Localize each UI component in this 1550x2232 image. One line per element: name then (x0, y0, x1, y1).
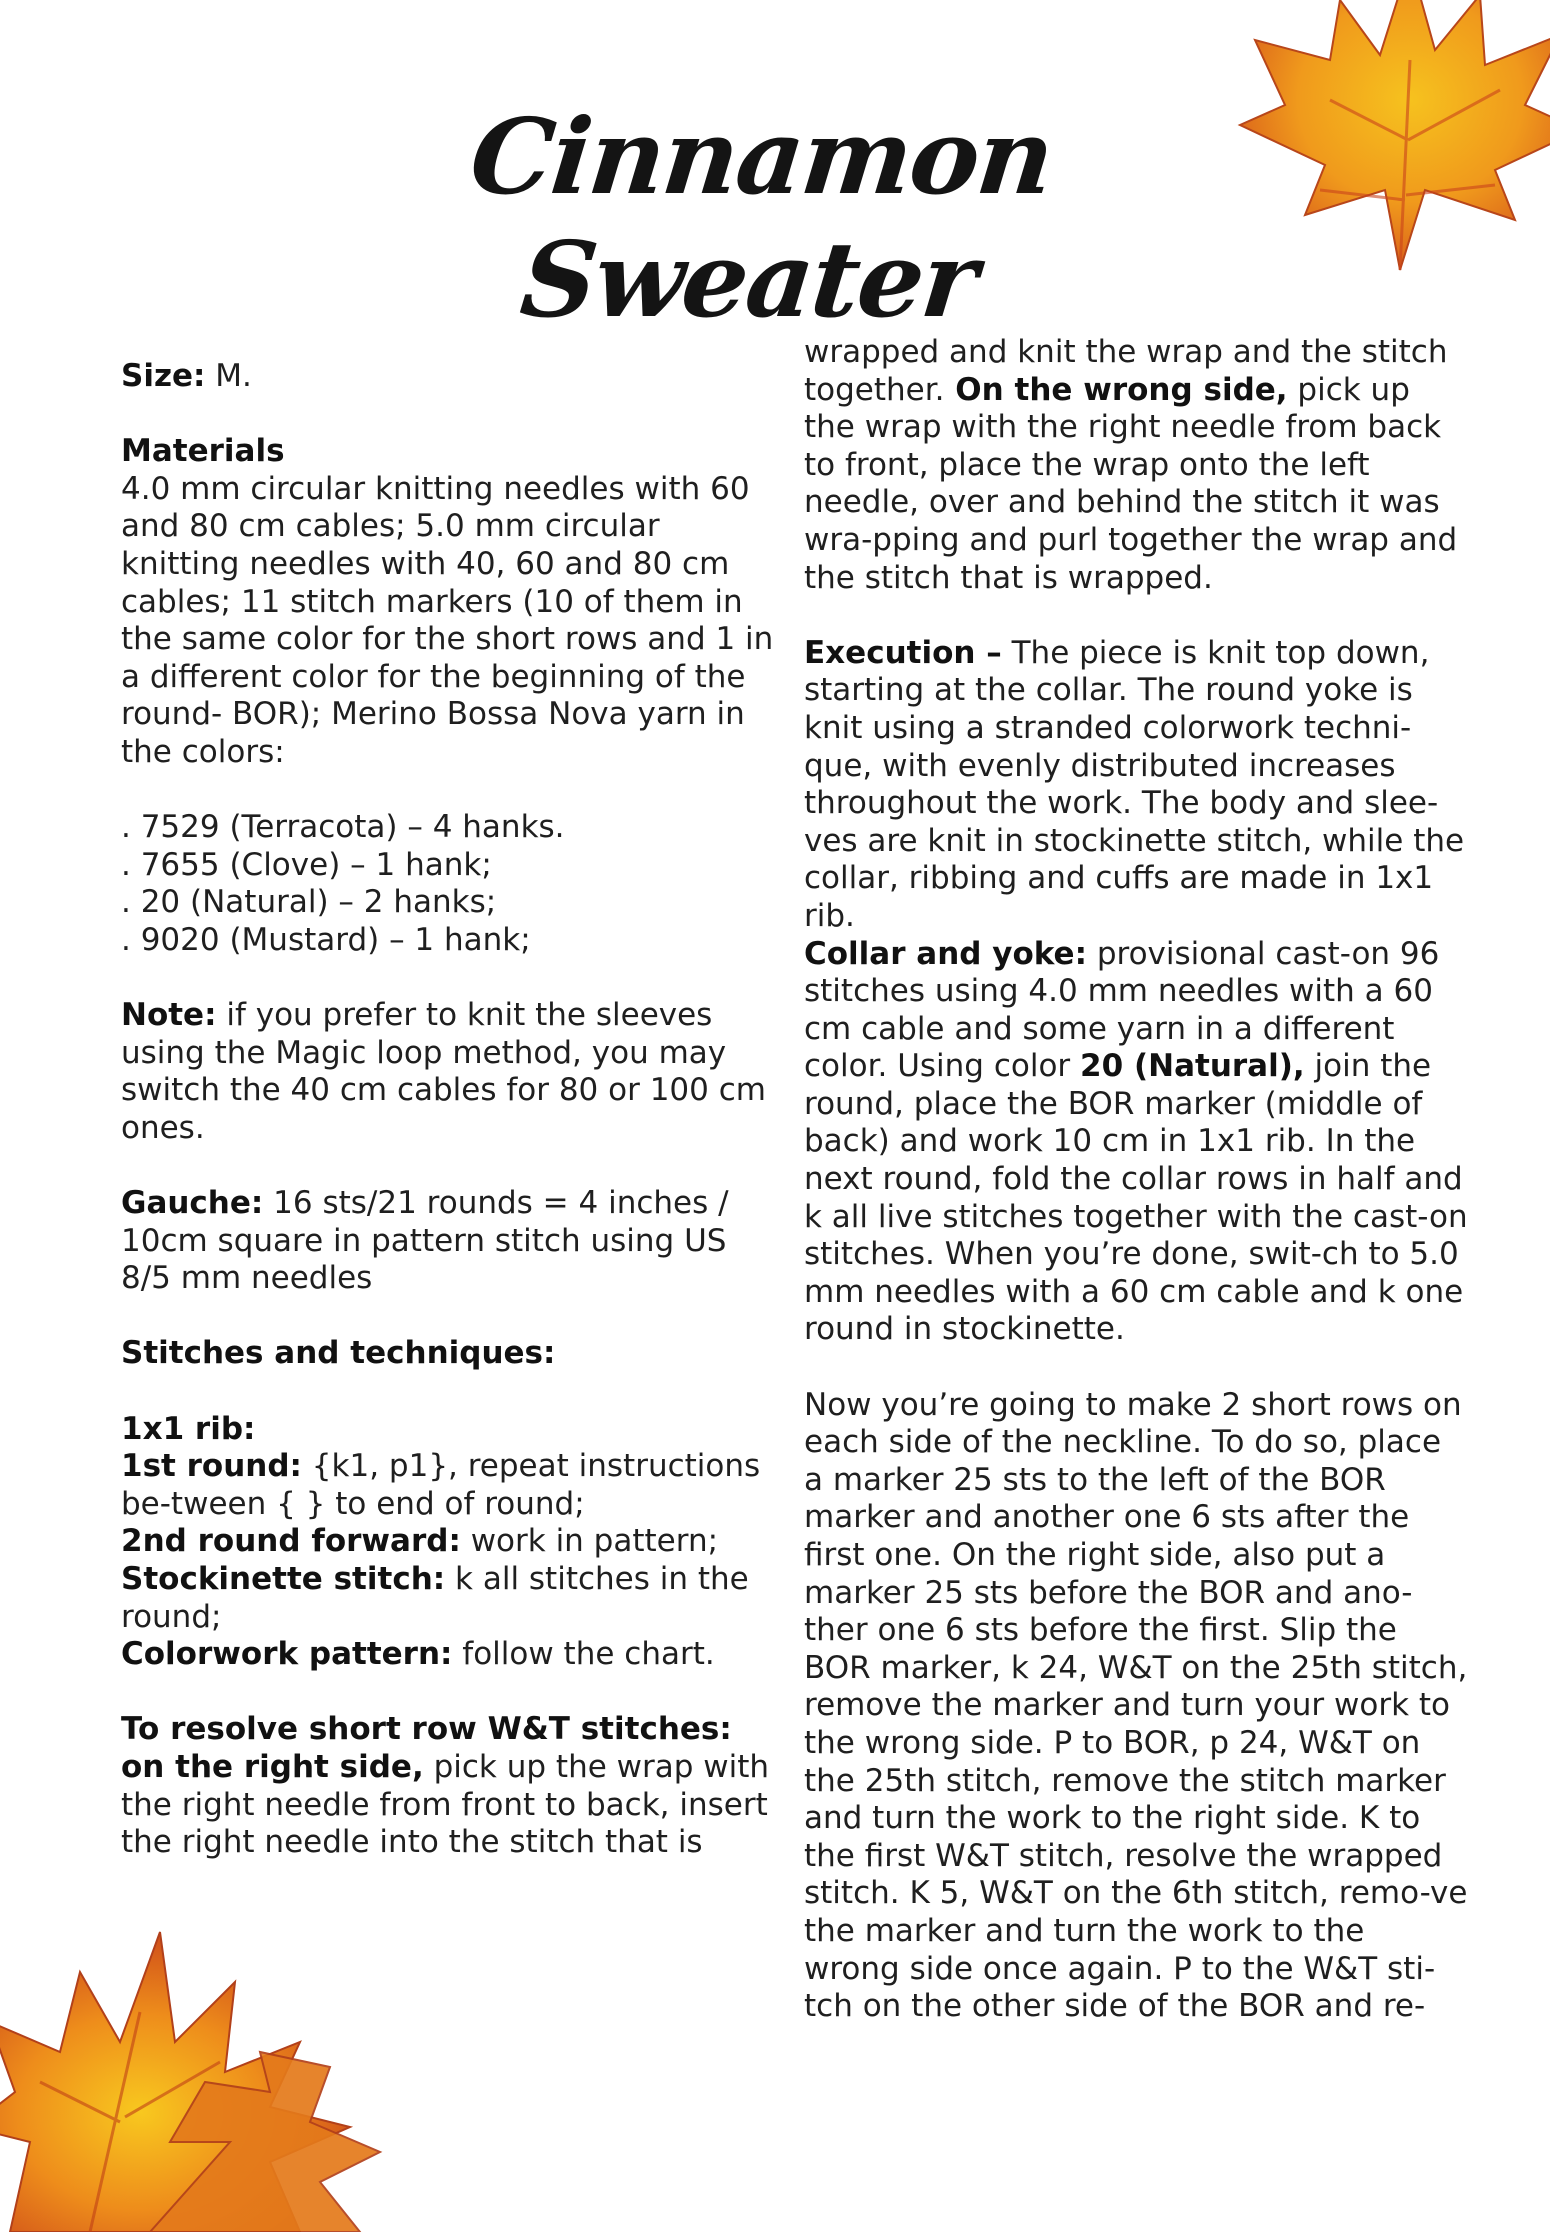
size-line (121, 358, 781, 396)
execution-paragraph (804, 635, 1469, 936)
materials-heading: Materials (121, 433, 285, 470)
size-value: M. (205, 358, 252, 394)
stockinette-label: Stockinette stitch: (121, 1561, 446, 1597)
first-round-text: {k1, p1}, repeat instructions be-tween { } to end of round; (121, 1448, 761, 1522)
color-item: . 7529 (Terracota) – 4 hanks. (121, 809, 565, 846)
gauche-label: Gauche: (121, 1185, 264, 1222)
second-round-label: 2nd round forward: (121, 1523, 461, 1560)
size-label: Size: (121, 358, 206, 394)
note-text: if you prefer to knit the sleeves using the Magic loop method, you may switch the 40 cm cables for 80 or 100 cm ones. (121, 997, 766, 1146)
resolve-paragraph (121, 1711, 781, 1861)
resolve-continued (804, 334, 1469, 597)
right-column (804, 334, 1469, 2026)
stitches-heading: Stitches and techniques: (121, 1335, 556, 1372)
color-item: . 9020 (Mustard) – 1 hank; (121, 921, 531, 958)
cont-text-2: pick up the wrap with the right needle from back to front, place the wrap onto the left needle, over and behind the stitch it was wra-pping and purl together the wrap and the stitch that is wrapped. (804, 371, 1458, 596)
cont-text-1: wrapped and knit the wrap and the stitch together. (804, 334, 1448, 408)
first-round-label: 1st round: (121, 1448, 302, 1485)
gauche-text: 16 sts/21 rounds = 4 inches / 10cm square in pattern stitch using US 8/5 mm needles (121, 1185, 729, 1297)
color-item: . 7655 (Clove) – 1 hank; (121, 846, 492, 883)
gauche-paragraph (121, 1185, 781, 1298)
execution-label: Execution – (804, 634, 1002, 671)
collar-color: 20 (Natural), (1080, 1048, 1305, 1085)
colorwork-line (121, 1636, 781, 1674)
rib-heading: 1x1 rib: (121, 1410, 256, 1447)
color-item: . 20 (Natural) – 2 hanks; (121, 884, 497, 921)
collar-label: Collar and yoke: (804, 935, 1087, 972)
second-round-line (121, 1523, 781, 1561)
collar-text-2: join the round, place the BOR marker (middle of back) and work 10 cm in 1x1 rib. In the next round, fold the collar rows in half and k all live stitches together with the cast-on stitches. When you’re done, swit-ch to 5.0 mm needles with a 60 cm cable and k one round in stockinette. (804, 1048, 1468, 1348)
resolve-text: pick up the wrap with the right needle from front to back, insert the right needle into the stitch that is (121, 1748, 770, 1861)
stockinette-text: k all stitches in the round; (121, 1561, 749, 1635)
maple-leaf-top-image (1210, 0, 1550, 300)
first-round-line (121, 1448, 781, 1523)
collar-text-1: provisional cast-on 96 stitches using 4.0 mm needles with a 60 cm cable and some yarn in a different color. Using color (804, 935, 1440, 1085)
short-rows-paragraph: Now you’re going to make 2 short rows on each side of the neckline. To do so, place a marker 25 sts to the left of the BOR marker and another one 6 sts after the first one. On the right side, also put a marker 25 sts before the BOR and ano-ther one 6 sts before the first. Slip the BOR marker, k 24, W&T on the 25th stitch, remove the marker and turn your work to the wrong side. P to BOR, p 24, W&T on the 25th stitch, remove the stitch marker and turn the work to the right side. K to the first W&T stitch, resolve the wrapped stitch. K 5, W&T on the 6th stitch, remo-ve the marker and turn the work to the wrong side once again. P to the W&T sti-tch on the other side of the BOR and re- (804, 1386, 1468, 2025)
materials-text: 4.0 mm circular knitting needles with 60 and 80 cm cables; 5.0 mm circular knitting needles with 40, 60 and 80 cm cables; 11 stitch markers (10 of them in the same color for the short rows and 1 in a different color for the beginning of the round- BOR); Merino Bossa Nova yarn in the colors: (121, 470, 774, 770)
left-column (121, 358, 781, 1862)
page-title: Cinnamon Sweater (465, 95, 1058, 341)
note-paragraph (121, 997, 781, 1147)
execution-text: The piece is knit top down, starting at the collar. The round yoke is knit using a stranded colorwork techni-que, with evenly distributed increases throughout the work. The body and slee-ves are knit in stockinette stitch, while the collar, ribbing and cuffs are made in 1x1 rib. (804, 634, 1465, 934)
collar-paragraph (804, 936, 1469, 1350)
resolve-label: To resolve short row W&T stitches: on the right side, (121, 1711, 732, 1785)
note-label: Note: (121, 997, 217, 1034)
colorwork-text: follow the chart. (452, 1636, 715, 1673)
wrong-side-label: On the wrong side, (944, 371, 1288, 408)
second-round-text: work in pattern; (460, 1523, 719, 1560)
colorwork-label: Colorwork pattern: (121, 1636, 453, 1673)
stockinette-line (121, 1561, 781, 1636)
maple-leaf-bottom-image (0, 1892, 390, 2232)
